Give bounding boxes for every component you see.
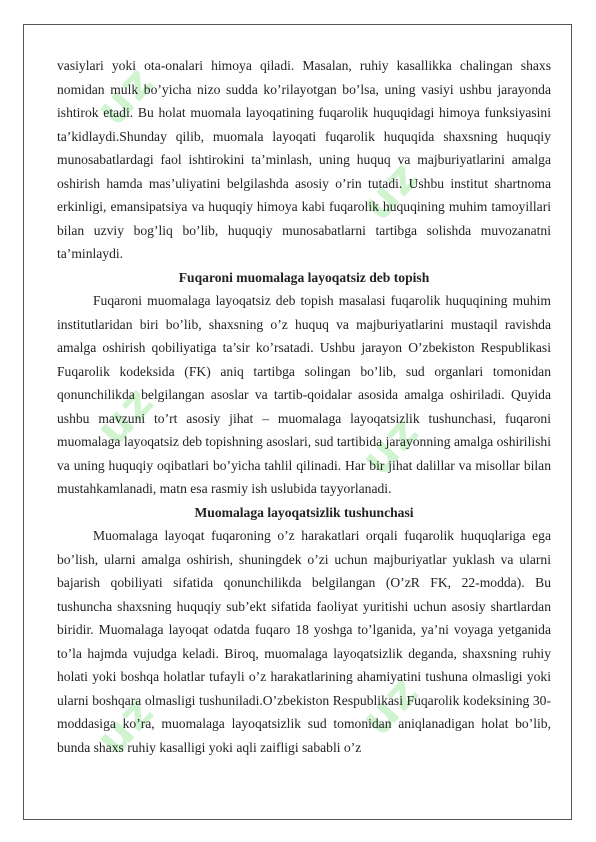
paragraph-3: Muomalaga layoqat fuqaroning o’z harakatlari orqali fuqarolik huquqlariga ega bo’lish, ularni amalga oshirish, shuningdek o’zi uchun majburiyatlar yuklash va ularni bajarish qobiliyati sifatida qonunchilikda belgilangan (O’zR FK, 22-modda). Bu tushuncha shaxsning huquqiy sub’ekt sifatida faoliyat yuritishi uchun asosiy shartlardan biridir. Muomalaga layoqat odatda fuqaro 18 yoshga to’lganida, ya’ni voyaga yetganida to’la hajmda vujudga keladi. Biroq, muomalaga layoqatsizlik deganda, shaxsning ruhiy holati yoki boshqa holatlar tufayli o’z harakatlarining ahamiyatini tushuna olmasligi yoki ularni boshqara olmasligi tushuniladi.O’zbekiston Respublikasi Fuqarolik kodeksining 30-moddasiga ko’ra, muomalaga layoqatsizlik sud tomonidan aniqlanadigan holat bo’lib, bunda shaxs ruhiy kasalligi yoki aqli zaifligi sababli o’z (57, 528, 551, 755)
paragraph-1: vasiylari yoki ota-onalari himoya qiladi. Masalan, ruhiy kasallikka chalingan shaxs nomidan mulk bo’yicha nizo sudda ko’rilayotgan bo’lsa, uning vasiyi ushbu jarayonda ishtirok etadi. Bu holat muomala layoqatining fuqarolik huquqidagi himoya funksiyasini ta’kidlaydi.Shunday qilib, muomala layoqati fuqarolik huquqida shaxsning huquqiy munosabatlardagi faol ishtirokini ta’minlash, uning huquq va majburiyatlarini amalga oshirish hamda mas’uliyatini belgilashda asosiy o’rin tutadi. Ushbu institut shartnoma erkinligi, emansipatsiya va huquqiy himoya kabi fuqarolik huquqining muhim tamoyillari bilan uzviy bog’liq bo’lib, huquqiy munosabatlarni tartibga solishda muvozanatni ta’minlaydi. (57, 58, 551, 261)
section-heading-2: Muomalaga layoqatsizlik tushunchasi (194, 504, 414, 520)
document-body (57, 54, 551, 759)
section-heading-1: Fuqaroni muomalaga layoqatsiz deb topish (178, 269, 430, 285)
paragraph-2: Fuqaroni muomalaga layoqatsiz deb topish masalasi fuqarolik huquqining muhim institutlaridan biri bo’lib, shaxsning o’z huquq va majburiyatlarini mustaqil ravishda amalga oshirish qobiliyatiga ta’sir ko’rsatadi. Ushbu jarayon O’zbekiston Respublikasi Fuqarolik kodeksida (FK) aniq tartibga solingan bo’lib, sud organlari tomonidan qonunchilikda belgilangan asoslar va tartib-qoidalar asosida amalga oshiriladi. Quyida ushbu mavzuni to’rt asosiy jihat – muomalaga layoqatsizlik tushunchasi, fuqaroni muomalaga layoqatsiz deb topishning asoslari, sud tartibida jarayonning amalga oshirilishi va uning huquqiy oqibatlari bo’yicha tahlil qilinadi. Har bir jihat dalillar va misollar bilan mustahkamlanadi, matn esa rasmiy ish uslubida tayyorlanadi. (57, 293, 551, 496)
watermark-3: uz (86, 375, 165, 456)
watermark-1: uz (86, 55, 165, 136)
watermark-4: uz (351, 405, 430, 486)
watermark-2: uz (351, 150, 430, 231)
watermark-6: uz (351, 665, 430, 746)
watermark-5: uz (86, 685, 165, 766)
